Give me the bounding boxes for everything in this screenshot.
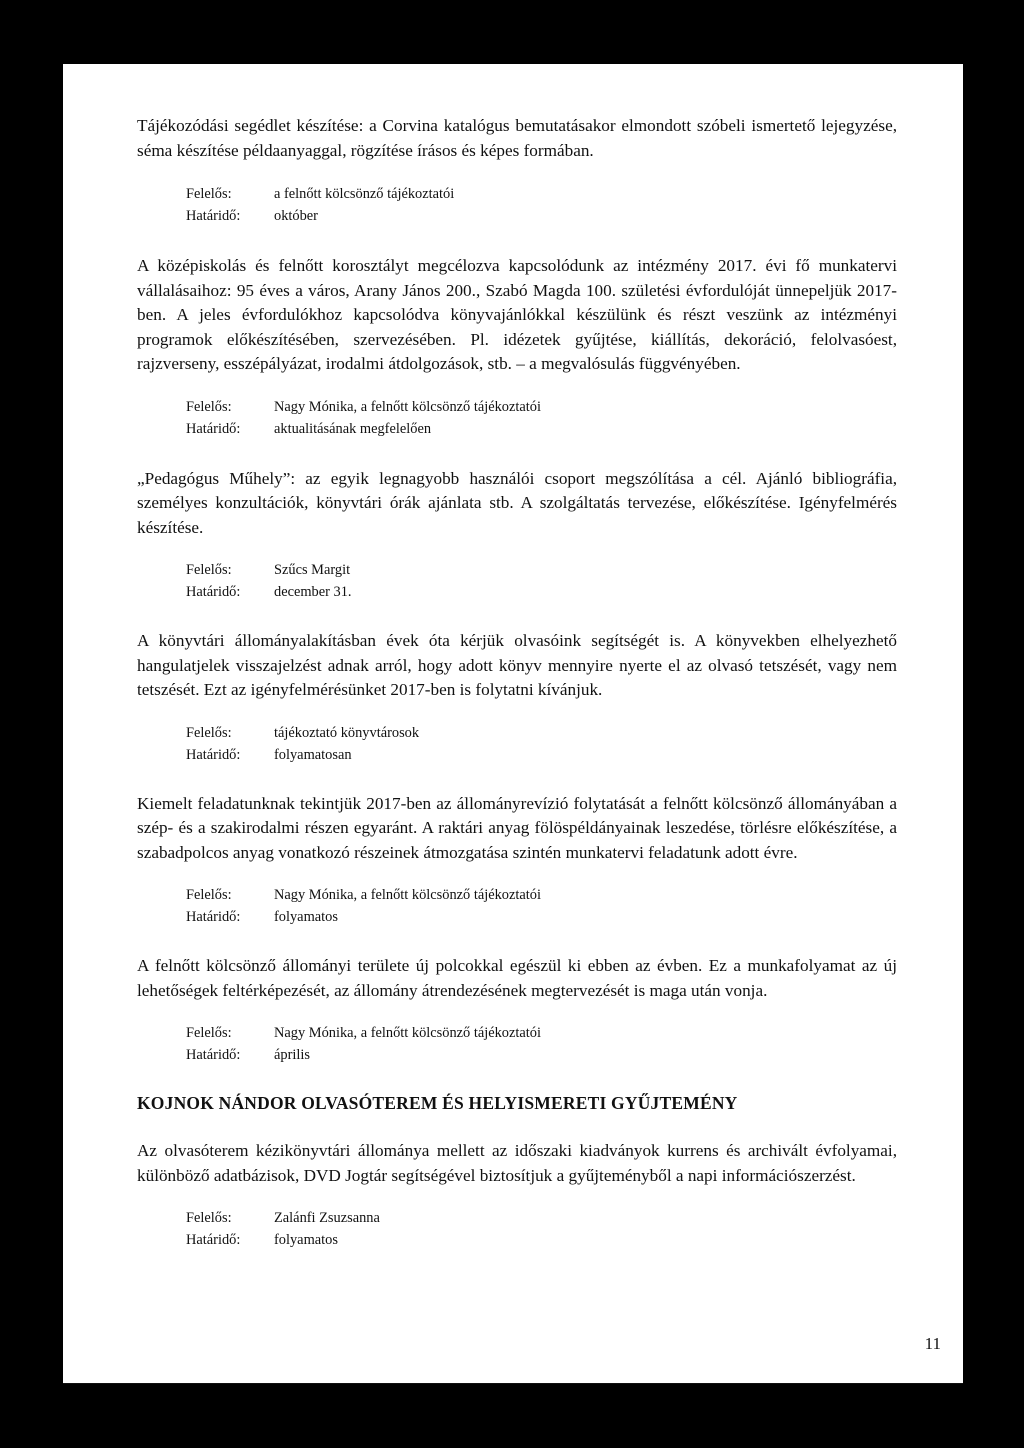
deadline-label: Határidő: [186,1232,241,1248]
responsibility-block [186,722,897,766]
deadline-value: aktualitásának megfelelően [274,420,432,437]
deadline-label: Határidő: [186,746,241,763]
section-heading: KOJNOK NÁNDOR OLVASÓTEREM ÉS HELYISMERETI GYŰJTEMÉNY [137,1093,738,1113]
deadline-label: Határidő: [186,584,241,600]
page-number: 11 [924,1334,941,1353]
deadline-value: folyamatos [274,1232,338,1248]
deadline-label: Határidő: [186,1047,241,1063]
paragraph-evfordulok: A középiskolás és felnőtt korosztályt megcélozva kapcsolódunk az intézmény 2017. évi fő munkatervi vállalásaihoz: 95 éves a város, Arany János 200., Szabó Magda 100. születési évfordulóját ünnepeljük 2017-ben. A jeles évfordulókhoz kapcsolódva könyvajánlókkal készülünk és részt veszünk az intézményi programok előkészítésében, szervezésében. Pl. idézetek gyűjtése, kiállítás, dekoráció, felolvasóest, rajzverseny, esszépályázat, irodalmi átdolgozások, stb. – a megvalósulás függvényében. [137,256,897,373]
responsible-value: Szűcs Margit [274,562,351,578]
responsible-value: Nagy Mónika, a felnőtt kölcsönző tájékoztatói [274,887,541,903]
paragraph-olvasoterem: Az olvasóterem kézikönyvtári állománya mellett az időszaki kiadványok kurrens és archivált évfolyamai, különböző adatbázisok, DVD Jogtár segítségével biztosítjuk a gyűjteményből a napi információszerzést. [137,1141,897,1185]
responsible-value: a felnőtt kölcsönző tájékoztatói [274,186,455,202]
responsible-label: Felelős: [186,398,232,415]
responsibility-block [186,1022,897,1066]
responsible-label: Felelős: [186,887,232,903]
responsible-label: Felelős: [186,1025,232,1041]
paragraph-tajekozodasi: Tájékozódási segédlet készítése: a Corvina katalógus bemutatásakor elmondott szóbeli ismertető lejegyzése, séma készítése példaanyaggal, rögzítése írásos és képes formában. [137,116,897,160]
paragraph-allomanyrevizio: Kiemelt feladatunknak tekintjük 2017-ben az állományrevízió folytatását a felnőtt kölcsönző állományában a szép- és a szakirodalmi részen egyaránt. A raktári anyag fölöspéldányainak leszedése, törlésre előkészítése, a szabadpolcos anyag vonatkozó részeinek átmozgatása szintén munkatervi feladatunk adott évre. [137,793,897,862]
responsibility-block [186,884,897,928]
deadline-label: Határidő: [186,909,241,925]
bottom-rule [63,1383,963,1384]
responsibility-block [186,559,897,603]
paragraph-pedagogus-muhely: „Pedagógus Műhely”: az egyik legnagyobb használói csoport megszólítása a cél. Ajánló bibliográfia, személyes konzultációk, könyvtári órák ajánlata stb. A szolgáltatás tervezése, előkészítése. Igényfelmérés készítése. [137,468,897,537]
responsible-label: Felelős: [186,1210,232,1226]
paragraph-allomanyalakitas: A könyvtári állományalakításban évek óta kérjük olvasóink segítségét is. A könyvekben elhelyezhető hangulatjelek visszajelzést adnak arról, hogy adott könyv mennyire nyerte el az olvasó tetszését, vagy nem tetszését. Ezt az igényfelmérésünket 2017-ben is folytatni kívánjuk. [137,631,897,699]
paragraph-polcok: A felnőtt kölcsönző állományi területe új polcokkal egészül ki ebben az évben. Ez a munkafolyamat az új lehetőségek feltérképezését, az állomány átrendezésének megtervezését is maga után vonja. [137,956,897,1000]
deadline-value: október [274,208,318,224]
deadline-value: április [274,1047,310,1063]
responsible-label: Felelős: [186,562,232,578]
deadline-value: december 31. [274,584,352,600]
page-content [137,114,897,1251]
responsibility-block [186,183,897,227]
responsible-label: Felelős: [186,724,232,741]
responsibility-block [186,396,897,440]
responsible-value: Nagy Mónika, a felnőtt kölcsönző tájékoztatói [274,398,541,415]
deadline-value: folyamatosan [274,746,352,763]
document-page [63,64,963,1384]
deadline-label: Határidő: [186,208,241,224]
responsible-value: tájékoztató könyvtárosok [274,724,420,741]
deadline-value: folyamatos [274,909,338,925]
deadline-label: Határidő: [186,420,241,437]
responsibility-block [186,1207,897,1251]
responsible-value: Zalánfi Zsuzsanna [274,1210,380,1226]
responsible-label: Felelős: [186,186,232,202]
responsible-value: Nagy Mónika, a felnőtt kölcsönző tájékoztatói [274,1025,541,1041]
